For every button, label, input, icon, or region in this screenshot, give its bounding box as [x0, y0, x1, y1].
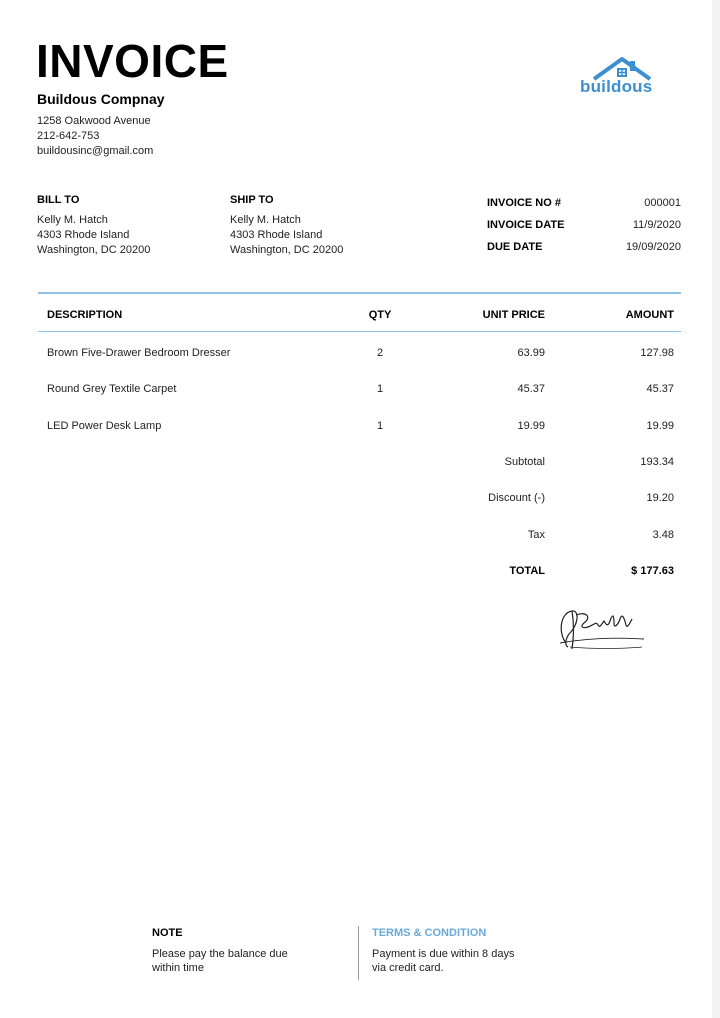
discount-value: 19.20	[646, 492, 674, 504]
row-1-description: Brown Five-Drawer Bedroom Dresser	[47, 347, 231, 359]
subtotal-label: Subtotal	[504, 456, 545, 468]
row-1-unit-price: 63.99	[517, 347, 545, 359]
row-2-qty: 1	[376, 383, 384, 395]
table-header-rule	[38, 331, 681, 332]
company-address	[37, 114, 153, 159]
due-date-value: 19/09/2020	[625, 241, 681, 253]
invoice-number-row	[487, 197, 681, 209]
subtotal-value: 193.34	[640, 456, 674, 468]
header-description: DESCRIPTION	[47, 309, 123, 321]
ship-to-city: Washington, DC 20200	[230, 244, 344, 256]
address-street: 1258 Oakwood Avenue	[37, 115, 151, 127]
bill-to-lines	[37, 213, 150, 258]
page-edge-shade	[712, 0, 720, 1018]
row-1-qty: 2	[376, 347, 384, 359]
total-value: $ 177.63	[631, 565, 674, 577]
row-3-unit-price: 19.99	[517, 420, 545, 432]
note-label: NOTE	[152, 927, 183, 939]
invoice-date-row	[487, 219, 681, 231]
ship-to-name: Kelly M. Hatch	[230, 214, 301, 226]
row-3-description: LED Power Desk Lamp	[47, 420, 162, 432]
invoice-number-value: 000001	[644, 197, 681, 209]
due-date-label: DUE DATE	[487, 241, 543, 253]
bill-to-street: 4303 Rhode Island	[37, 229, 130, 241]
terms-line-2: via credit card.	[372, 962, 444, 974]
table-top-rule	[38, 292, 681, 294]
tax-label: Tax	[527, 529, 545, 541]
row-2-unit-price: 45.37	[517, 383, 545, 395]
due-date-row	[487, 241, 681, 253]
row-3-qty: 1	[376, 420, 384, 432]
ship-to-lines	[230, 213, 343, 258]
address-phone: 212-642-753	[37, 130, 100, 142]
invoice-date-value: 11/9/2020	[632, 219, 681, 231]
company-logo	[578, 55, 668, 100]
invoice-number-label: INVOICE NO #	[487, 197, 561, 209]
ship-to-street: 4303 Rhode Island	[230, 229, 323, 241]
header-unit-price: UNIT PRICE	[482, 309, 545, 321]
footer-divider	[358, 926, 359, 980]
row-1-amount: 127.98	[640, 347, 674, 359]
company-name: Buildous Compnay	[37, 91, 165, 107]
terms-label: TERMS & CONDITION	[372, 927, 487, 939]
note-line-2: within time	[152, 962, 204, 974]
tax-value: 3.48	[652, 529, 674, 541]
header-qty: QTY	[368, 309, 392, 321]
bill-to-section	[37, 194, 150, 258]
signature-image	[552, 603, 647, 655]
total-label: TOTAL	[509, 565, 545, 577]
invoice-title: INVOICE	[36, 35, 229, 87]
bill-to-label: BILL TO	[37, 194, 80, 206]
address-email: buildousinc@gmail.com	[37, 145, 154, 157]
terms-text	[372, 947, 562, 975]
note-text	[152, 947, 332, 975]
logo-wordmark: buildous	[580, 77, 653, 96]
discount-label: Discount (-)	[488, 492, 545, 504]
note-line-1: Please pay the balance due	[152, 948, 288, 960]
header-amount: AMOUNT	[625, 309, 674, 321]
row-3-amount: 19.99	[646, 420, 674, 432]
bill-to-city: Washington, DC 20200	[37, 244, 151, 256]
row-2-description: Round Grey Textile Carpet	[47, 383, 177, 395]
invoice-date-label: INVOICE DATE	[487, 219, 565, 231]
row-2-amount: 45.37	[646, 383, 674, 395]
bill-to-name: Kelly M. Hatch	[37, 214, 108, 226]
terms-line-1: Payment is due within 8 days	[372, 948, 515, 960]
ship-to-section	[230, 194, 343, 258]
ship-to-label: SHIP TO	[230, 194, 274, 206]
